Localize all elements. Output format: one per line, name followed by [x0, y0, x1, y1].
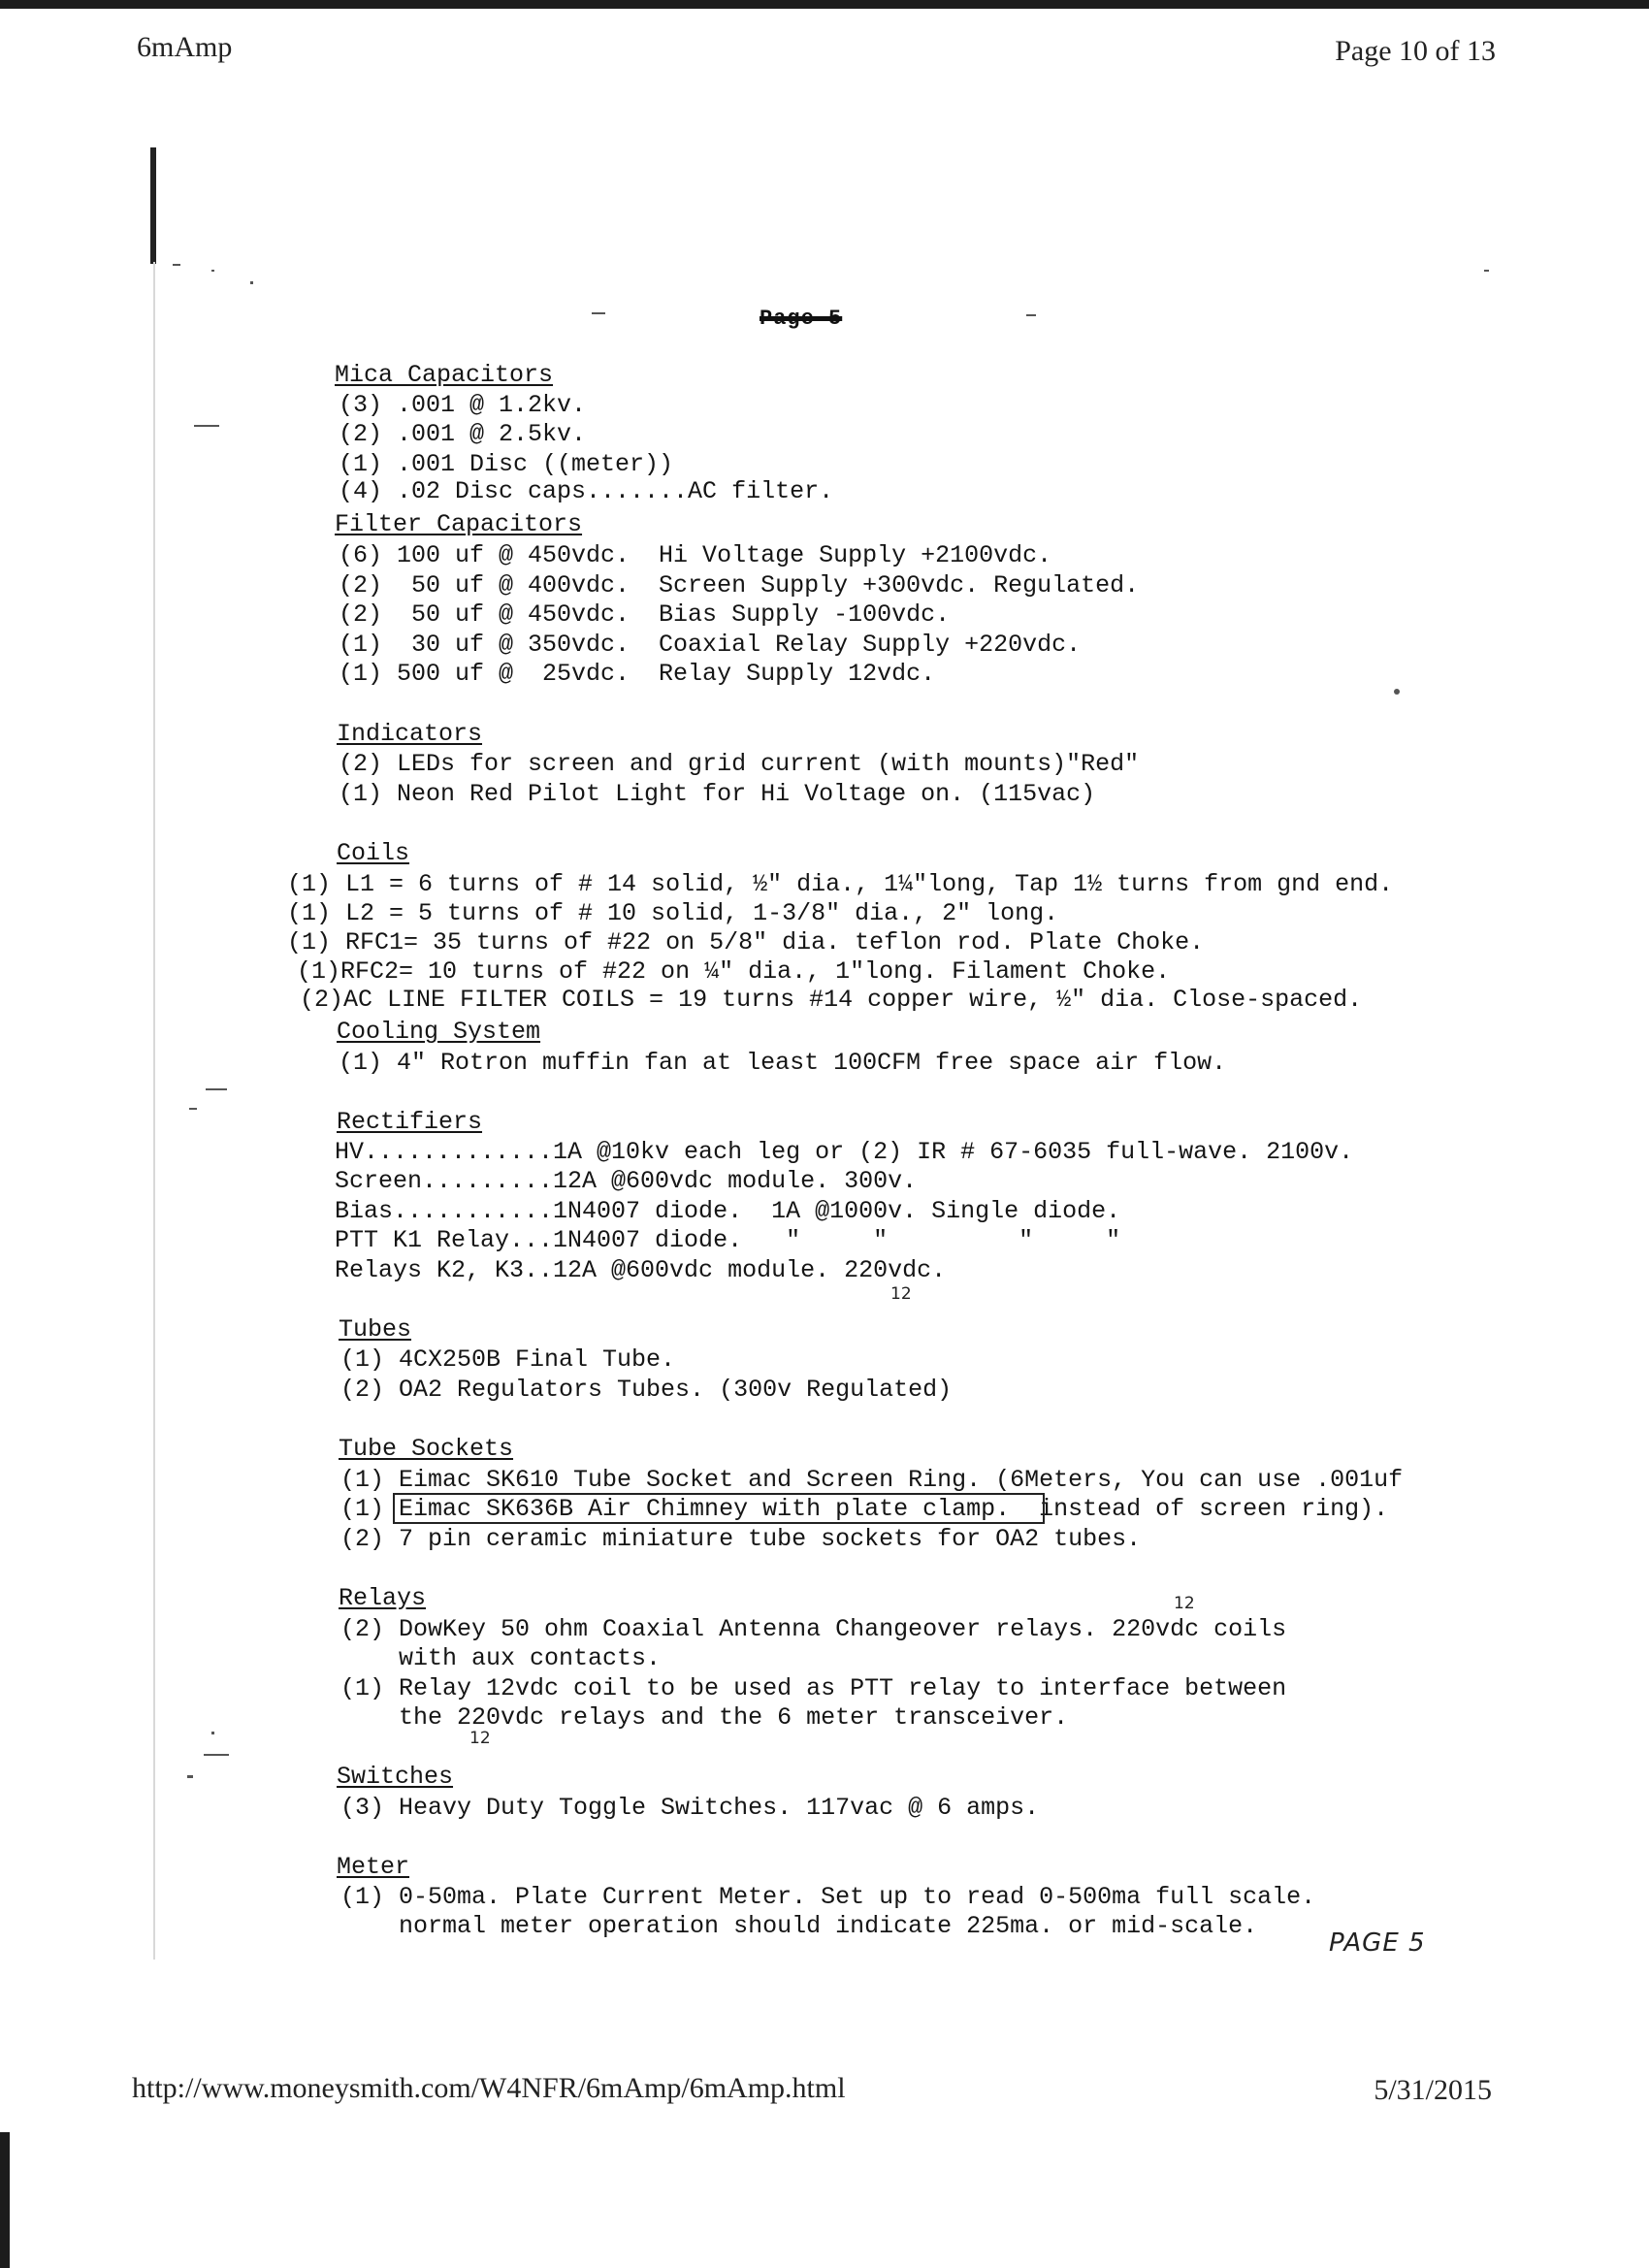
list-item: with aux contacts. [340, 1644, 662, 1672]
list-item: (1) L2 = 5 turns of # 10 solid, 1-3/8" dia., 2" long. [287, 899, 1059, 927]
scan-speck [1026, 314, 1036, 316]
list-item: (2) LEDs for screen and grid current (with mounts)"Red" [339, 750, 1140, 778]
section-heading-indicators: Indicators [337, 720, 483, 748]
scan-speck [250, 281, 253, 284]
hand-drawn-box [393, 1493, 1045, 1524]
list-item: (1) RFC1= 35 turns of #22 on 5/8" dia. teflon rod. Plate Choke. [287, 928, 1205, 956]
scan-speck [194, 425, 219, 427]
section-heading-mica: Mica Capacitors [335, 361, 554, 389]
list-item: (3) Heavy Duty Toggle Switches. 117vac @ 6 amps. [340, 1794, 1040, 1822]
list-item: (2)AC LINE FILTER COILS = 19 turns #14 copper wire, ½" dia. Close-spaced. [300, 986, 1363, 1014]
scan-speck [189, 1108, 197, 1110]
list-item: (1)RFC2= 10 turns of #22 on ¼" dia., 1"long. Filament Choke. [297, 957, 1171, 986]
list-item: (3) .001 @ 1.2kv. [339, 391, 587, 419]
list-item: (1) Neon Red Pilot Light for Hi Voltage on. (115vac) [339, 780, 1096, 808]
list-item: (1) L1 = 6 turns of # 14 solid, ½" dia., 1¼"long, Tap 1½ turns from gnd end. [287, 870, 1394, 898]
list-item: (1) Eimac SK610 Tube Socket and Screen Ring. (6Meters, You can use .001uf [340, 1466, 1404, 1494]
scan-left-edge [0, 2132, 10, 2268]
header-title: 6mAmp [137, 31, 233, 63]
list-item: (1) 30 uf @ 350vdc. Coaxial Relay Supply +220vdc. [339, 631, 1082, 659]
list-item: (6) 100 uf @ 450vdc. Hi Voltage Supply +2100vdc. [339, 541, 1052, 569]
section-heading-rectifiers: Rectifiers [337, 1108, 483, 1136]
list-item: (4) .02 Disc caps.......AC filter. [339, 477, 834, 505]
list-item: (2) DowKey 50 ohm Coaxial Antenna Changeover relays. 220vdc coils [340, 1615, 1287, 1643]
list-item: the 220vdc relays and the 6 meter transceiver. [340, 1703, 1069, 1732]
list-item: Bias...........1N4007 diode. 1A @1000v. Single diode. [335, 1197, 1121, 1225]
list-item: (1) 4CX250B Final Tube. [340, 1345, 676, 1374]
handwritten-correction: 12 [890, 1284, 912, 1304]
section-heading-cooling: Cooling System [337, 1018, 541, 1046]
scan-speck [206, 1088, 227, 1090]
section-heading-coils: Coils [337, 839, 410, 867]
scan-speck [173, 264, 180, 266]
handwritten-correction: 12 [1174, 1594, 1195, 1613]
section-heading-switches: Switches [337, 1763, 454, 1791]
section-heading-sockets: Tube Sockets [339, 1435, 514, 1463]
scan-speck [211, 270, 214, 272]
list-item: Relays K2, K3..12A @600vdc module. 220vdc. [335, 1256, 947, 1284]
section-heading-relays: Relays [339, 1584, 427, 1612]
list-item: (1) .001 Disc ((meter)) [339, 450, 674, 478]
list-item: (1) 4" Rotron muffin fan at least 100CFM free space air flow. [339, 1049, 1227, 1077]
list-item: Screen.........12A @600vdc module. 300v. [335, 1167, 918, 1195]
header-page-number: Page 10 of 13 [1335, 35, 1496, 67]
scan-speck [1484, 270, 1489, 272]
handwritten-page-note: PAGE 5 [1329, 1928, 1426, 1958]
scan-speck [204, 1754, 229, 1756]
list-item: (2) 7 pin ceramic miniature tube sockets for OA2 tubes. [340, 1525, 1142, 1553]
scan-top-border [0, 0, 1649, 9]
scan-margin-line [150, 147, 156, 264]
struck-page-heading: Page 5 [760, 307, 843, 331]
list-item: (2) OA2 Regulators Tubes. (300v Regulated) [340, 1376, 953, 1404]
list-item: (1) 0-50ma. Plate Current Meter. Set up to read 0-500ma full scale. [340, 1883, 1316, 1911]
list-item: (2) 50 uf @ 400vdc. Screen Supply +300vdc. Regulated. [339, 571, 1140, 599]
footer-date: 5/31/2015 [1374, 2074, 1492, 2106]
scan-speck [187, 1775, 193, 1778]
list-item: (2) .001 @ 2.5kv. [339, 420, 587, 448]
list-item: (1) Relay 12vdc coil to be used as PTT relay to interface between [340, 1674, 1287, 1702]
list-item: normal meter operation should indicate 225ma. or mid-scale. [340, 1912, 1258, 1940]
scan-margin-shadow [153, 262, 155, 1960]
footer-url: http://www.moneysmith.com/W4NFR/6mAmp/6mAmp.html [132, 2072, 846, 2104]
section-heading-meter: Meter [337, 1853, 410, 1881]
list-item: (1) Eimac SK636B Air Chimney with plate clamp. instead of screen ring). [340, 1495, 1389, 1523]
list-item: HV.............1A @10kv each leg or (2) IR # 67-6035 full-wave. 2100v. [335, 1138, 1354, 1166]
list-item: (1) 500 uf @ 25vdc. Relay Supply 12vdc. [339, 660, 936, 688]
section-heading-tubes: Tubes [339, 1315, 412, 1344]
scan-speck [211, 1732, 214, 1734]
scan-speck [592, 312, 605, 314]
list-item: (2) 50 uf @ 450vdc. Bias Supply -100vdc. [339, 600, 951, 629]
scan-speck [1394, 689, 1400, 695]
section-heading-filter: Filter Capacitors [335, 510, 583, 538]
handwritten-correction: 12 [469, 1729, 491, 1748]
list-item: PTT K1 Relay...1N4007 diode. " " " " [335, 1226, 1121, 1254]
